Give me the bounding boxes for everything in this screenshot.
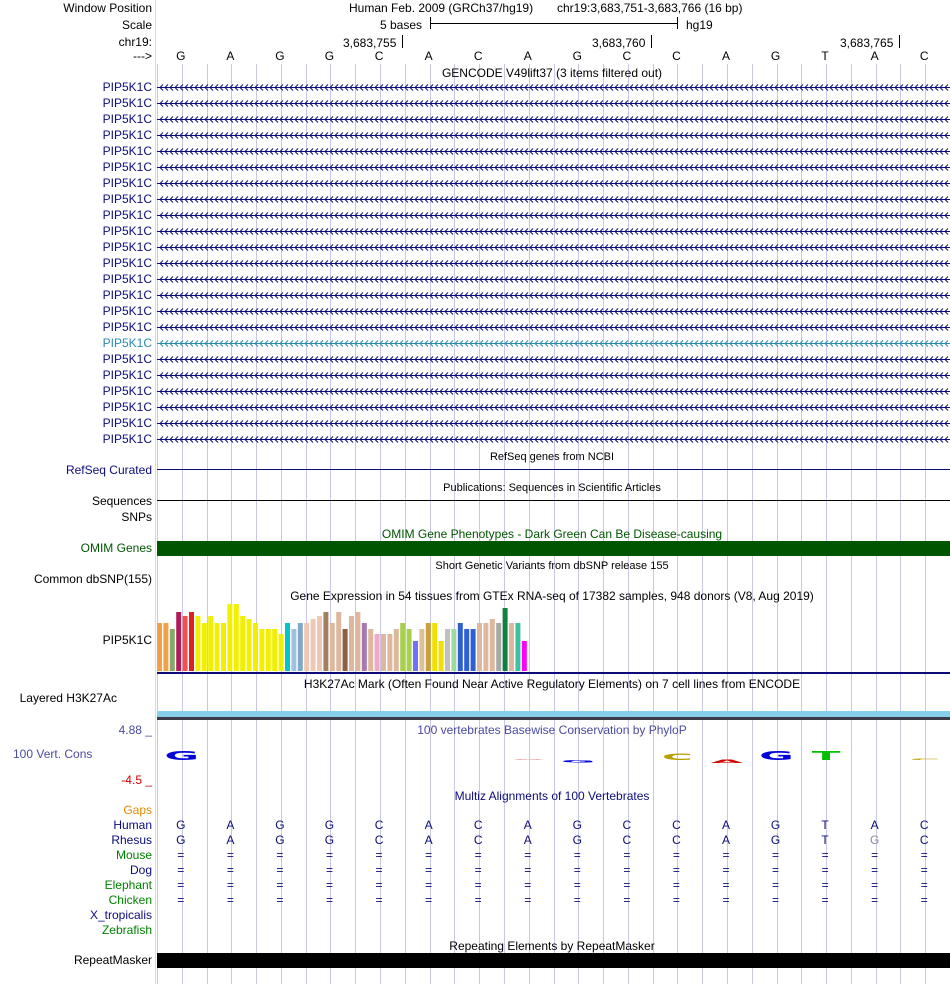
sequence-base: A	[721, 49, 730, 63]
conservation-letter: C	[662, 752, 693, 763]
multiz-base: =	[722, 878, 730, 892]
window-position-label: Window Position	[63, 1, 152, 15]
multiz-base: =	[226, 893, 234, 907]
multiz-species-label[interactable]: Chicken	[108, 893, 152, 907]
multiz-base: =	[474, 893, 482, 907]
multiz-base: =	[474, 863, 482, 877]
gtex-track-title[interactable]: Gene Expression in 54 tissues from GTEx RNA-seq of 17382 samples, 948 donors (V8, Aug 2019)	[290, 589, 814, 603]
multiz-base: =	[573, 863, 581, 877]
multiz-base: =	[425, 848, 433, 862]
multiz-base: =	[623, 863, 631, 877]
chrom-label: chr19:	[118, 35, 152, 49]
multiz-base: =	[425, 893, 433, 907]
gencode-track-title[interactable]: GENCODE V49lift37 (3 items filtered out)	[441, 66, 663, 80]
publications-track-label[interactable]: Sequences	[91, 494, 152, 508]
multiz-base: =	[325, 848, 333, 862]
gencode-transcript-label[interactable]: PIP5K1C	[102, 400, 152, 414]
gencode-transcript-label[interactable]: PIP5K1C	[102, 208, 152, 222]
multiz-base: =	[177, 878, 185, 892]
multiz-base: =	[325, 878, 333, 892]
sequence-base: C	[672, 49, 681, 63]
multiz-base: =	[375, 863, 383, 877]
multiz-base: =	[226, 878, 234, 892]
gaps-label[interactable]: Gaps	[123, 803, 152, 817]
multiz-base: G	[770, 818, 781, 832]
multiz-base: =	[821, 893, 829, 907]
multiz-base: =	[425, 863, 433, 877]
multiz-base: =	[722, 848, 730, 862]
multiz-base: =	[226, 848, 234, 862]
multiz-base: C	[473, 833, 483, 847]
multiz-base: G	[869, 833, 880, 847]
conservation-track-title[interactable]: 100 vertebrates Basewise Conservation by PhyloP	[417, 723, 687, 737]
multiz-base: =	[821, 848, 829, 862]
multiz-base: A	[523, 818, 532, 832]
multiz-base: =	[375, 848, 383, 862]
gencode-transcript-label[interactable]: PIP5K1C	[102, 256, 152, 270]
multiz-base: =	[573, 848, 581, 862]
multiz-base: G	[572, 818, 582, 832]
multiz-base: =	[276, 893, 284, 907]
multiz-base: A	[721, 818, 730, 832]
multiz-base: =	[524, 848, 532, 862]
gencode-transcript-label[interactable]: PIP5K1C	[102, 352, 152, 366]
multiz-base: A	[870, 818, 879, 832]
multiz-base: =	[524, 893, 532, 907]
multiz-base: C	[919, 833, 929, 847]
multiz-base: =	[375, 878, 383, 892]
multiz-base: =	[177, 863, 185, 877]
publications-snps-label[interactable]: SNPs	[121, 510, 152, 524]
gencode-transcript-label[interactable]: PIP5K1C	[102, 384, 152, 398]
multiz-base: =	[871, 893, 879, 907]
refseq-track-title[interactable]: RefSeq genes from NCBI	[489, 451, 615, 463]
multiz-base: A	[226, 818, 235, 832]
multiz-base: =	[672, 848, 680, 862]
repeatmasker-track-title[interactable]: Repeating Elements by RepeatMasker	[449, 939, 655, 953]
sequence-base: G	[176, 49, 186, 63]
publications-track-title[interactable]: Publications: Sequences in Scientific Articles	[443, 482, 661, 494]
gencode-transcript-label[interactable]: PIP5K1C	[102, 128, 152, 142]
scale-label: Scale	[121, 18, 152, 32]
multiz-base: T	[821, 818, 829, 832]
multiz-base: =	[623, 848, 631, 862]
gencode-transcript-label[interactable]: PIP5K1C	[102, 80, 152, 94]
multiz-base: =	[871, 878, 879, 892]
ruler-tick-label: 3,683,760	[592, 36, 646, 50]
multiz-base: C	[622, 833, 632, 847]
conservation-letter: G	[759, 748, 794, 764]
gencode-transcript-label[interactable]: PIP5K1C	[102, 192, 152, 206]
dbsnp-track-title[interactable]: Short Genetic Variants from dbSNP release 155	[435, 560, 669, 572]
multiz-base: C	[473, 818, 483, 832]
gencode-transcript-label[interactable]: PIP5K1C	[102, 272, 152, 286]
gencode-transcript-label[interactable]: PIP5K1C	[102, 160, 152, 174]
h3k27ac-track-title[interactable]: H3K27Ac Mark (Often Found Near Active Regulatory Elements) on 7 cell lines from ENCODE	[303, 677, 801, 691]
multiz-species-label[interactable]: Mouse	[115, 848, 152, 862]
position-text: chr19:3,683,751-3,683,766 (16 bp)	[557, 1, 743, 15]
gencode-transcript-label[interactable]: PIP5K1C	[102, 224, 152, 238]
conservation-letter: T	[811, 748, 841, 764]
multiz-species-label[interactable]: Zebrafish	[101, 923, 152, 937]
multiz-base: A	[721, 833, 730, 847]
conservation-letter: G	[164, 748, 200, 764]
multiz-base: =	[177, 893, 185, 907]
multiz-base: =	[722, 893, 730, 907]
sequence-base: G	[770, 49, 781, 63]
multiz-track-title[interactable]: Multiz Alignments of 100 Vertebrates	[454, 789, 650, 803]
multiz-base: =	[821, 878, 829, 892]
multiz-base: C	[672, 818, 681, 832]
gtex-track-label[interactable]: PIP5K1C	[102, 633, 152, 647]
sequence-base: G	[275, 49, 285, 63]
gencode-transcript-label[interactable]: PIP5K1C	[102, 368, 152, 382]
multiz-base: =	[920, 878, 928, 892]
gencode-transcript-label[interactable]: PIP5K1C	[102, 432, 152, 446]
sequence-base: A	[226, 49, 235, 63]
multiz-base: =	[920, 893, 928, 907]
gencode-transcript-label[interactable]: PIP5K1C	[102, 176, 152, 190]
h3k27ac-track-label[interactable]: Layered H3K27Ac	[19, 691, 117, 705]
conservation-min-label: -4.5 _	[121, 773, 152, 787]
multiz-base: =	[276, 863, 284, 877]
multiz-base: =	[325, 863, 333, 877]
multiz-species-label[interactable]: Rhesus	[111, 833, 152, 847]
multiz-base: =	[722, 863, 730, 877]
multiz-species-label[interactable]: X_tropicalis	[89, 908, 152, 922]
multiz-base: =	[226, 863, 234, 877]
sequence-base: C	[374, 49, 384, 63]
multiz-base: =	[772, 893, 780, 907]
gencode-transcript-label[interactable]: PIP5K1C	[102, 96, 152, 110]
conservation-letter: G	[561, 759, 596, 764]
refseq-track-label[interactable]: RefSeq Curated	[65, 463, 152, 477]
db-label: hg19	[686, 18, 713, 32]
multiz-base: C	[919, 818, 929, 832]
multiz-base: =	[672, 878, 680, 892]
multiz-base: =	[524, 878, 532, 892]
multiz-base: =	[524, 863, 532, 877]
multiz-base: A	[226, 833, 235, 847]
sequence-base: C	[622, 49, 632, 63]
multiz-base: C	[374, 833, 384, 847]
gencode-transcript-label[interactable]: PIP5K1C	[102, 320, 152, 334]
multiz-base: =	[772, 863, 780, 877]
multiz-base: =	[623, 893, 631, 907]
multiz-base: G	[324, 818, 335, 832]
multiz-base: =	[276, 878, 284, 892]
conservation-track-label[interactable]: 100 Vert. Cons	[13, 747, 93, 761]
multiz-base: G	[176, 818, 186, 832]
multiz-base: G	[275, 818, 285, 832]
multiz-base: =	[672, 893, 680, 907]
gencode-transcript-label[interactable]: PIP5K1C	[102, 288, 152, 302]
multiz-base: =	[772, 878, 780, 892]
conservation-letter: C	[909, 758, 941, 761]
multiz-base: T	[821, 833, 829, 847]
omim-track-title[interactable]: OMIM Gene Phenotypes - Dark Green Can Be Disease-causing	[381, 527, 723, 541]
assembly-title: Human Feb. 2009 (GRCh37/hg19)	[349, 1, 534, 15]
multiz-base: G	[275, 833, 285, 847]
multiz-base: C	[672, 833, 681, 847]
multiz-base: =	[623, 878, 631, 892]
multiz-base: G	[176, 833, 186, 847]
multiz-base: =	[375, 893, 383, 907]
multiz-base: A	[424, 833, 433, 847]
sequence-base: G	[324, 49, 335, 63]
conservation-letter: A	[710, 759, 744, 764]
multiz-base: G	[770, 833, 781, 847]
multiz-base: G	[572, 833, 582, 847]
multiz-species-label[interactable]: Human	[113, 818, 152, 832]
strand-label: --->	[133, 49, 152, 63]
multiz-base: =	[325, 893, 333, 907]
multiz-base: C	[622, 818, 632, 832]
multiz-base: C	[374, 818, 384, 832]
sequence-base: G	[572, 49, 582, 63]
multiz-species-label[interactable]: Dog	[129, 863, 152, 877]
multiz-base: =	[573, 893, 581, 907]
gencode-transcript-label[interactable]: PIP5K1C	[102, 304, 152, 318]
gencode-transcript-label[interactable]: PIP5K1C	[102, 112, 152, 126]
multiz-base: A	[523, 833, 532, 847]
ruler-tick-label: 3,683,765	[840, 36, 894, 50]
sequence-base: A	[523, 49, 532, 63]
gencode-transcript-label[interactable]: PIP5K1C	[102, 144, 152, 158]
gencode-transcript-label[interactable]: PIP5K1C	[102, 336, 152, 350]
multiz-base: =	[871, 848, 879, 862]
multiz-base: =	[474, 878, 482, 892]
gencode-transcript-label[interactable]: PIP5K1C	[102, 240, 152, 254]
multiz-base: =	[425, 878, 433, 892]
repeatmasker-track-label[interactable]: RepeatMasker	[73, 953, 152, 967]
multiz-base: =	[821, 863, 829, 877]
multiz-base: =	[871, 863, 879, 877]
multiz-base: G	[324, 833, 335, 847]
scale-text: 5 bases	[380, 18, 423, 32]
dbsnp-track-label[interactable]: Common dbSNP(155)	[33, 572, 152, 586]
multiz-base: =	[177, 848, 185, 862]
multiz-base: A	[424, 818, 433, 832]
sequence-base: C	[919, 49, 929, 63]
sequence-base: T	[821, 49, 829, 63]
multiz-species-label[interactable]: Elephant	[104, 878, 152, 892]
sequence-base: A	[424, 49, 433, 63]
multiz-base: =	[920, 863, 928, 877]
multiz-base: =	[276, 848, 284, 862]
multiz-base: =	[573, 878, 581, 892]
multiz-base: =	[920, 848, 928, 862]
multiz-base: =	[672, 863, 680, 877]
multiz-base: =	[474, 848, 482, 862]
omim-track-label[interactable]: OMIM Genes	[80, 541, 152, 555]
sequence-base: C	[473, 49, 483, 63]
sequence-base: A	[870, 49, 879, 63]
multiz-base: =	[772, 848, 780, 862]
gencode-transcript-label[interactable]: PIP5K1C	[102, 416, 152, 430]
conservation-letter: A	[512, 758, 545, 761]
ruler-tick-label: 3,683,755	[343, 36, 397, 50]
conservation-max-label: 4.88 _	[118, 723, 152, 737]
